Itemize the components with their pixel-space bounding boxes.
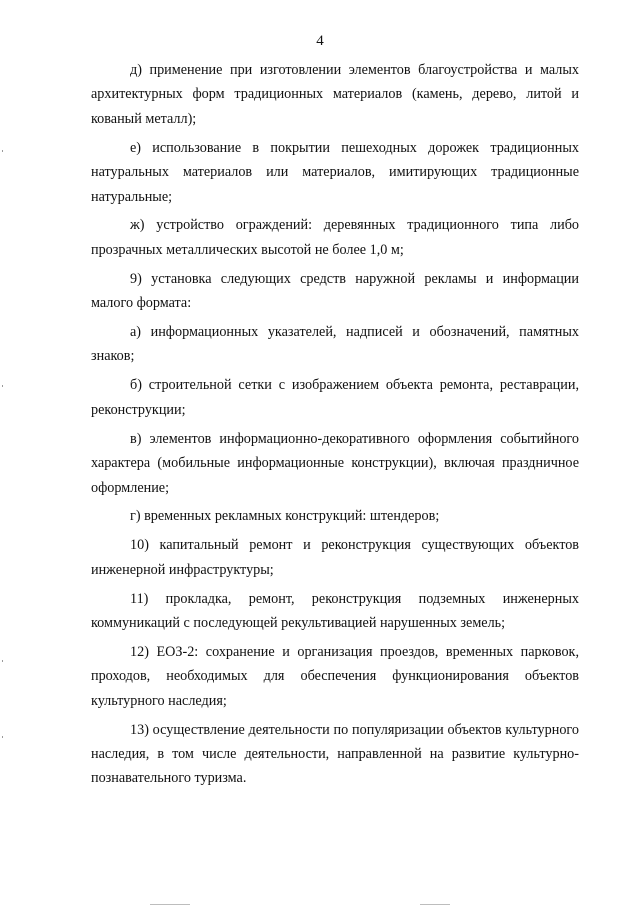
paragraph-b-construction-net: б) строительной сетки с изображением объекта ремонта, реставрации, реконструкции;	[91, 377, 579, 418]
paragraph-9-advertising: 9) установка следующих средств наружной рекламы и информации малого формата:	[91, 270, 579, 312]
scan-edge-mark	[2, 150, 3, 152]
paragraph-a-signs: а) информационных указателей, надписей и обозначений, памятных знаков;	[91, 324, 579, 365]
document-body	[91, 58, 579, 795]
paragraph-zh-fencing: ж) устройство ограждений: деревянных традиционного типа либо прозрачных металлических высотой не более 1,0 м;	[91, 217, 579, 258]
paragraph-e-pavement: е) использование в покрытии пешеходных дорожек традиционных натуральных материалов или материалов, имитирующих традиционные натуральные;	[91, 139, 579, 205]
paragraph-12-eoz2: 12) ЕОЗ-2: сохранение и организация проездов, временных парковок, проходов, необходимых для обеспечения функционирования объектов культурного наследия;	[91, 643, 579, 709]
page-number: 4	[316, 33, 324, 49]
paragraph-d-materials: д) применение при изготовлении элементов благоустройства и малых архитектурных форм традиционных материалов (камень, дерево, литой и кованый металл);	[91, 62, 579, 127]
paragraph-v-decorations: в) элементов информационно-декоративного оформления событийного характера (мобильные информационные конструкции), включая праздничное оформление;	[91, 430, 579, 496]
scan-edge-mark	[2, 736, 3, 738]
paragraph-13-tourism: 13) осуществление деятельности по популяризации объектов культурного наследия, в том числе деятельности, направленной на развитие культурно-познавательного туризма.	[91, 721, 579, 787]
scan-edge-mark	[2, 385, 3, 387]
scan-edge-mark	[2, 660, 3, 662]
paragraph-g-sandwich-boards: г) временных рекламных конструкций: штендеров;	[130, 508, 440, 525]
paragraph-10-infrastructure: 10) капитальный ремонт и реконструкция существующих объектов инженерной инфраструктуры;	[91, 537, 579, 578]
paragraph-11-communications: 11) прокладка, ремонт, реконструкция подземных инженерных коммуникаций с последующей рекультивацией нарушенных земель;	[91, 590, 579, 632]
